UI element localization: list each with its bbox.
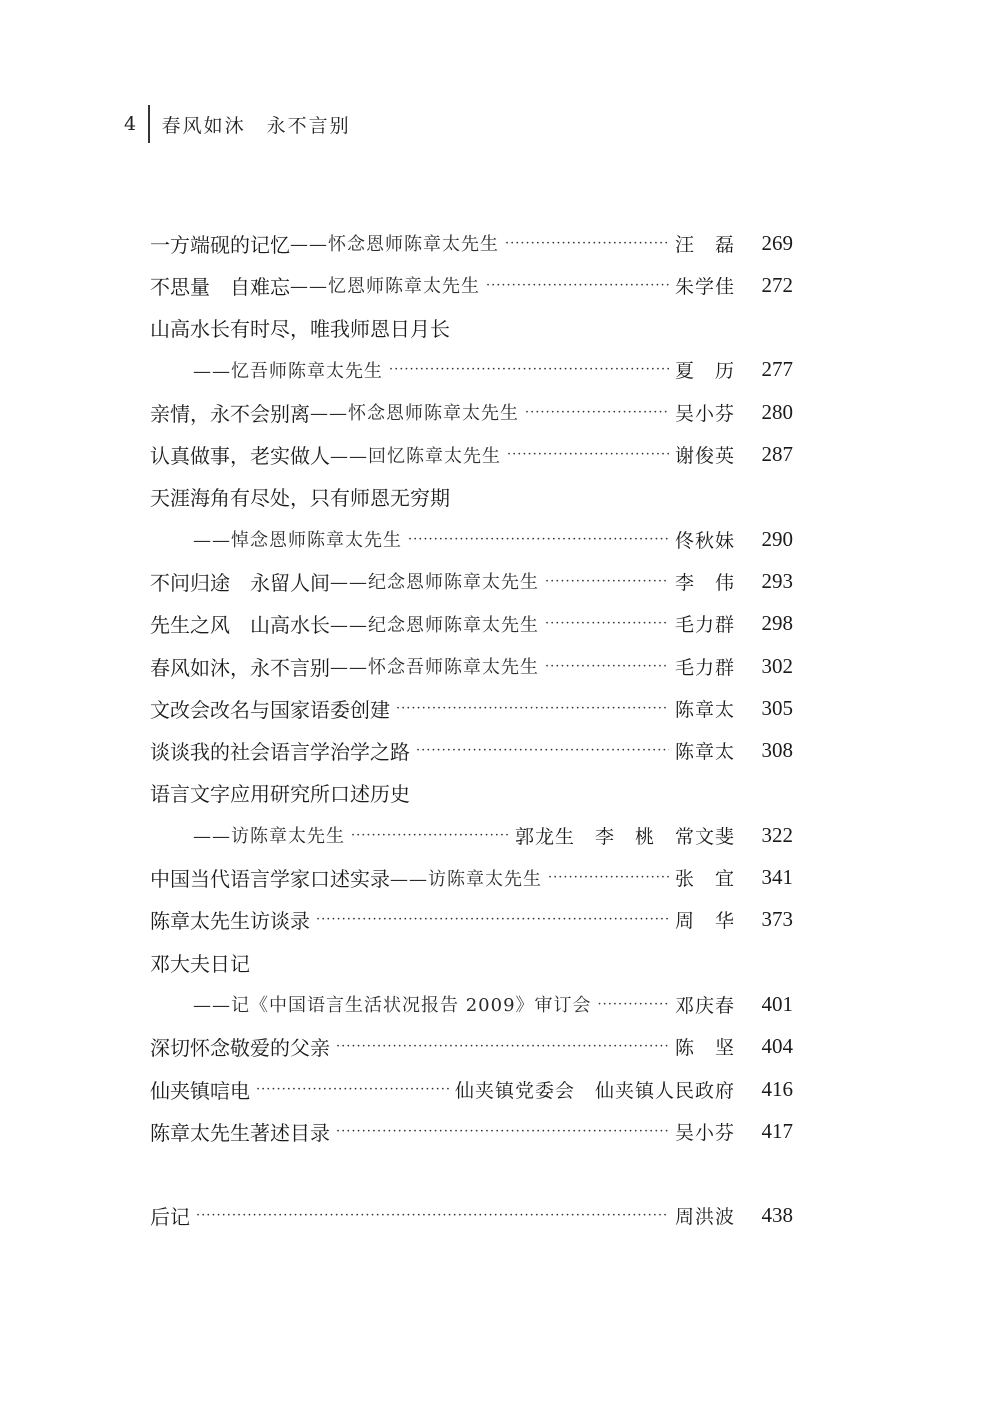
entry-subtitle: ——悼念恩师陈章太先生	[193, 530, 402, 552]
dot-leader	[408, 532, 669, 547]
entry-subtitle: ——访陈章太先生	[390, 868, 542, 890]
toc-entry	[150, 1111, 793, 1151]
dot-leader	[351, 828, 509, 843]
dot-leader	[545, 659, 669, 674]
toc-entry	[150, 604, 793, 644]
entry-title: 语言文字应用研究所口述历史	[150, 782, 410, 807]
book-title: 春风如沐 永不言别	[161, 114, 351, 137]
dot-leader	[336, 1039, 669, 1054]
dot-leader	[507, 447, 669, 462]
dot-leader	[545, 616, 669, 631]
entry-page-number: 305	[761, 695, 793, 720]
entry-page-number: 308	[761, 738, 793, 763]
toc-entry	[193, 519, 793, 559]
entry-author: 周洪波	[674, 1206, 735, 1229]
entry-page-number: 272	[761, 272, 793, 297]
toc-entry-title-line	[150, 308, 793, 348]
dot-leader	[548, 870, 669, 885]
entry-subtitle: ——怀念吾师陈章太先生	[330, 657, 539, 678]
dot-leader	[316, 912, 669, 927]
entry-subtitle: ——忆吾师陈章太先生	[193, 360, 383, 382]
entry-author: 李 伟	[674, 571, 735, 594]
toc-entry	[193, 815, 793, 855]
entry-subtitle: ——忆恩师陈章太先生	[290, 276, 480, 298]
toc-entry	[150, 223, 793, 263]
entry-subtitle: ——记《中国语言生活状况报告 2009》审订会	[193, 995, 592, 1017]
toc-entry	[150, 265, 793, 305]
entry-author: 陈章太	[674, 698, 735, 721]
entry-page-number: 280	[761, 399, 793, 424]
dot-leader	[256, 1082, 449, 1097]
entry-author: 仙夹镇党委会 仙夹镇人民政府	[454, 1079, 735, 1102]
entry-page-number: 416	[761, 1076, 793, 1101]
toc-entry-title-line	[150, 773, 793, 813]
entry-page-number: 401	[761, 991, 793, 1016]
dot-leader	[545, 574, 669, 589]
entry-page-number: 277	[761, 357, 793, 382]
entry-title: 认真做事，老实做人	[150, 444, 330, 468]
page-number: 4	[124, 113, 137, 135]
entry-author: 张 宜	[674, 868, 735, 890]
entry-author: 陈 坚	[674, 1037, 735, 1060]
toc-entry	[150, 392, 793, 432]
toc-entry-title-line	[150, 477, 793, 517]
toc-entry	[193, 350, 793, 390]
dot-leader	[336, 1124, 669, 1139]
toc-entry	[150, 1196, 793, 1236]
entry-author: 佟秋妹	[674, 529, 735, 552]
entry-title: 春风如沐，永不言别	[150, 655, 330, 680]
entry-title: 一方端砚的记忆	[150, 232, 290, 257]
dot-leader	[196, 1208, 669, 1223]
entry-subtitle: ——纪念恩师陈章太先生	[330, 614, 539, 636]
entry-author: 吴小芬	[674, 1121, 735, 1144]
entry-page-number: 417	[761, 1118, 793, 1143]
dot-leader	[505, 236, 669, 251]
entry-page-number: 293	[761, 568, 793, 593]
toc-entry-title-line	[150, 942, 793, 982]
entry-title: 不思量 自难忘	[150, 274, 290, 299]
dot-leader	[598, 997, 669, 1012]
entry-subtitle: ——纪念恩师陈章太先生	[330, 572, 539, 594]
entry-title: 邓大夫日记	[150, 951, 250, 976]
header-divider	[148, 105, 150, 143]
toc-entry	[193, 984, 793, 1024]
entry-author: 谢俊英	[674, 445, 735, 467]
entry-subtitle: ——怀念恩师陈章太先生	[310, 403, 519, 425]
dot-leader	[525, 405, 669, 420]
entry-title: 谈谈我的社会语言学治学之路	[150, 740, 410, 765]
entry-author: 夏 历	[674, 360, 735, 383]
dot-leader	[396, 701, 669, 716]
dot-leader	[486, 278, 669, 293]
entry-page-number: 341	[761, 865, 793, 889]
toc-entry	[150, 900, 793, 940]
entry-title: 后记	[150, 1205, 190, 1230]
entry-author: 毛力群	[674, 656, 735, 679]
entry-author: 邓庆春	[674, 994, 735, 1017]
entry-title: 中国当代语言学家口述实录	[150, 867, 390, 891]
dot-leader	[416, 743, 669, 758]
dot-leader	[389, 362, 669, 377]
entry-title: 天涯海角有尽处，只有师恩无穷期	[150, 486, 450, 511]
toc-entry	[150, 688, 793, 728]
entry-author: 朱学佳	[674, 275, 735, 298]
toc-entry	[150, 731, 793, 771]
entry-page-number: 438	[761, 1203, 793, 1228]
entry-title: 山高水长有时尽，唯我师恩日月长	[150, 317, 450, 342]
toc-entry	[150, 646, 793, 686]
entry-subtitle: ——访陈章太先生	[193, 826, 345, 848]
entry-author: 周 华	[674, 910, 735, 933]
entry-page-number: 322	[761, 822, 793, 847]
entry-page-number: 298	[761, 611, 793, 636]
entry-page-number: 290	[761, 526, 793, 551]
entry-subtitle: ——怀念恩师陈章太先生	[290, 234, 499, 255]
entry-title: 亲情，永不会别离	[150, 401, 310, 426]
running-head	[124, 104, 351, 144]
toc-entry	[150, 1069, 793, 1109]
toc-entry	[150, 435, 793, 475]
entry-page-number: 269	[761, 230, 793, 255]
entry-author: 陈章太	[674, 741, 735, 764]
entry-title: 陈章太先生著述目录	[150, 1120, 330, 1145]
toc-entry	[150, 858, 793, 898]
entry-page-number: 302	[761, 653, 793, 678]
entry-title: 不问归途 永留人间	[150, 570, 330, 595]
entry-title: 先生之风 山高水长	[150, 613, 330, 638]
entry-page-number: 373	[761, 907, 793, 932]
entry-author: 汪 磊	[674, 233, 735, 256]
entry-page-number: 404	[761, 1034, 793, 1059]
entry-title: 陈章太先生访谈录	[150, 909, 310, 934]
toc-entry	[150, 561, 793, 601]
entry-title: 仙夹镇唁电	[150, 1078, 250, 1103]
toc-entry	[150, 1027, 793, 1067]
entry-subtitle: ——回忆陈章太先生	[330, 445, 501, 467]
entry-author: 郭龙生 李 桃 常文斐	[514, 825, 735, 848]
entry-page-number: 287	[761, 442, 793, 466]
entry-author: 吴小芬	[674, 402, 735, 425]
entry-title: 文改会改名与国家语委创建	[150, 697, 390, 722]
entry-title: 深切怀念敬爱的父亲	[150, 1036, 330, 1061]
entry-author: 毛力群	[674, 614, 735, 637]
